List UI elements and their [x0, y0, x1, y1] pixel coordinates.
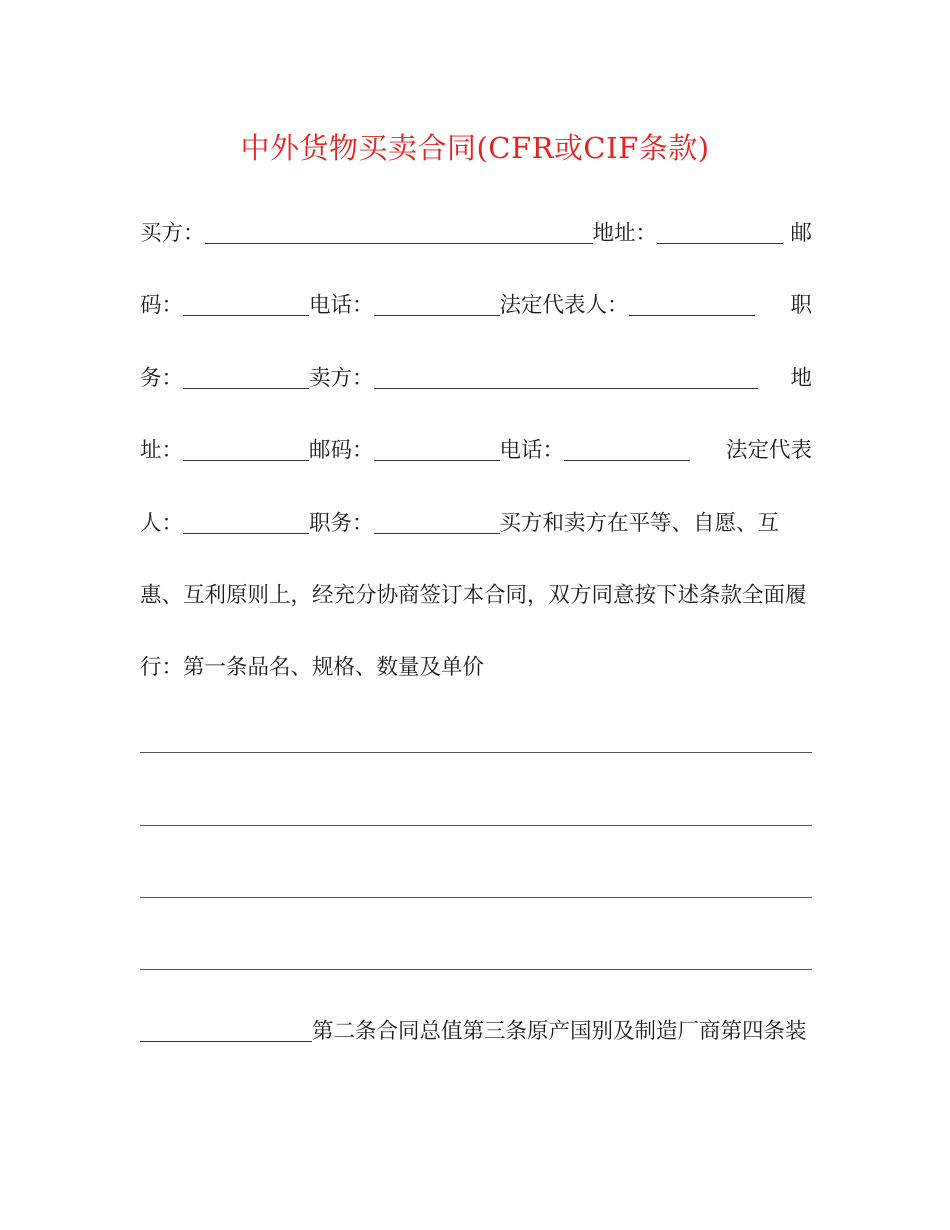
text-fragment: 码： — [140, 293, 184, 318]
article-1-blank-line[interactable] — [140, 825, 812, 826]
text-fragment: 务： — [140, 366, 184, 391]
text-line-3 — [140, 361, 812, 397]
text-fragment: 法定代表 — [725, 438, 812, 463]
text-line-5 — [140, 506, 812, 542]
text-line-1 — [140, 216, 812, 252]
article-1-heading: 行：第一条品名、规格、数量及单价 — [140, 655, 485, 680]
text-fragment: 地 — [790, 366, 812, 391]
article-1-blank-line[interactable] — [140, 897, 812, 898]
buyer-blank[interactable] — [205, 216, 593, 244]
seller-position-blank[interactable] — [374, 506, 500, 534]
text-fragment: 买方和卖方在平等、自愿、互 — [499, 511, 780, 536]
text-fragment: 惠、互利原则上，经充分协商签订本合同，双方同意按下述条款全面履 — [140, 583, 807, 608]
buyer-address-blank[interactable] — [657, 216, 783, 244]
text-fragment: 址： — [140, 438, 184, 463]
article-1-blank-line[interactable] — [140, 969, 812, 970]
buyer-phone-blank[interactable] — [374, 288, 500, 316]
address-label: 地址： — [592, 221, 658, 246]
text-line-8 — [140, 1014, 812, 1050]
position-label: 职务： — [309, 511, 374, 536]
document-title: 中外货物买卖合同(CFR或CIF条款) — [240, 131, 710, 165]
seller-blank[interactable] — [374, 361, 758, 389]
buyer-label: 买方： — [140, 221, 205, 246]
buyer-postcode-blank[interactable] — [183, 288, 309, 316]
phone-label: 电话： — [499, 438, 565, 463]
seller-label: 卖方： — [309, 366, 374, 391]
article-1-blank-line[interactable] — [140, 752, 812, 753]
text-line-7 — [140, 650, 812, 686]
buyer-position-blank[interactable] — [183, 361, 309, 389]
text-line-4 — [140, 433, 812, 469]
seller-legal-rep-blank[interactable] — [183, 506, 309, 534]
seller-phone-blank[interactable] — [564, 433, 690, 461]
text-line-6 — [140, 578, 812, 614]
article-1-blank-end[interactable] — [140, 1014, 312, 1042]
articles-2-4-text: 第二条合同总值第三条原产国别及制造厂商第四条装 — [312, 1019, 807, 1044]
legal-rep-label: 法定代表人： — [499, 293, 629, 318]
text-fragment: 职 — [790, 293, 812, 318]
phone-label: 电话： — [309, 293, 374, 318]
seller-postcode-blank[interactable] — [374, 433, 500, 461]
seller-address-blank[interactable] — [183, 433, 309, 461]
text-fragment: 邮 — [790, 221, 812, 246]
buyer-legal-rep-blank[interactable] — [629, 288, 755, 316]
text-line-2 — [140, 288, 812, 324]
postcode-label: 邮码： — [309, 438, 374, 463]
text-fragment: 人： — [140, 511, 184, 536]
